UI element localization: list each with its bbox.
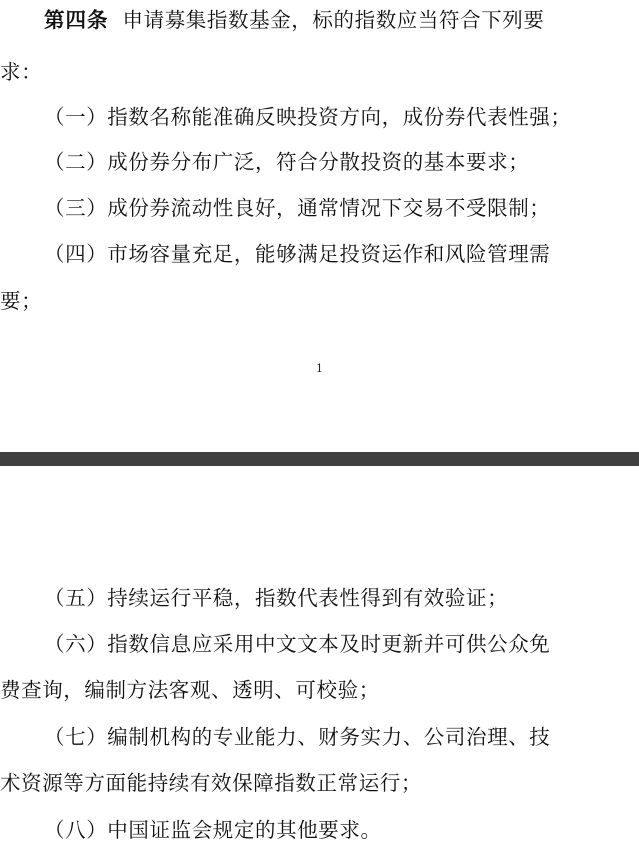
list-item-6-line1: （六）指数信息应采用中文文本及时更新并可供公众免 <box>44 632 551 656</box>
list-item-6-line2: 费查询，编制方法客观、透明、可校验； <box>0 678 380 702</box>
list-item-2: （二）成份券分布广泛，符合分散投资的基本要求； <box>44 150 530 174</box>
list-item-8: （八）中国证监会规定的其他要求。 <box>44 818 382 842</box>
article-number: 第四条 <box>44 8 109 32</box>
page-number: 1 <box>316 362 323 375</box>
list-item-7-line2: 术资源等方面能持续有效保障指数正常运行； <box>0 771 422 795</box>
list-item-7-line1: （七）编制机构的专业能力、财务实力、公司治理、技 <box>44 725 551 749</box>
article-4-text-line1: 申请募集指数基金，标的指数应当符合下列要 <box>122 8 545 32</box>
page-separator <box>0 452 639 466</box>
list-item-3: （三）成份券流动性良好，通常情况下交易不受限制； <box>44 196 551 220</box>
article-4-text-line2: 求： <box>0 60 43 84</box>
list-item-5: （五）持续运行平稳，指数代表性得到有效验证； <box>44 586 509 610</box>
list-item-1: （一）指数名称能准确反映投资方向，成份券代表性强； <box>44 105 572 129</box>
list-item-4-line1: （四）市场容量充足，能够满足投资运作和风险管理需 <box>44 242 551 266</box>
article-4-heading-line <box>44 6 639 34</box>
list-item-4-line2: 要； <box>0 289 43 313</box>
document-page-2 <box>0 466 639 853</box>
